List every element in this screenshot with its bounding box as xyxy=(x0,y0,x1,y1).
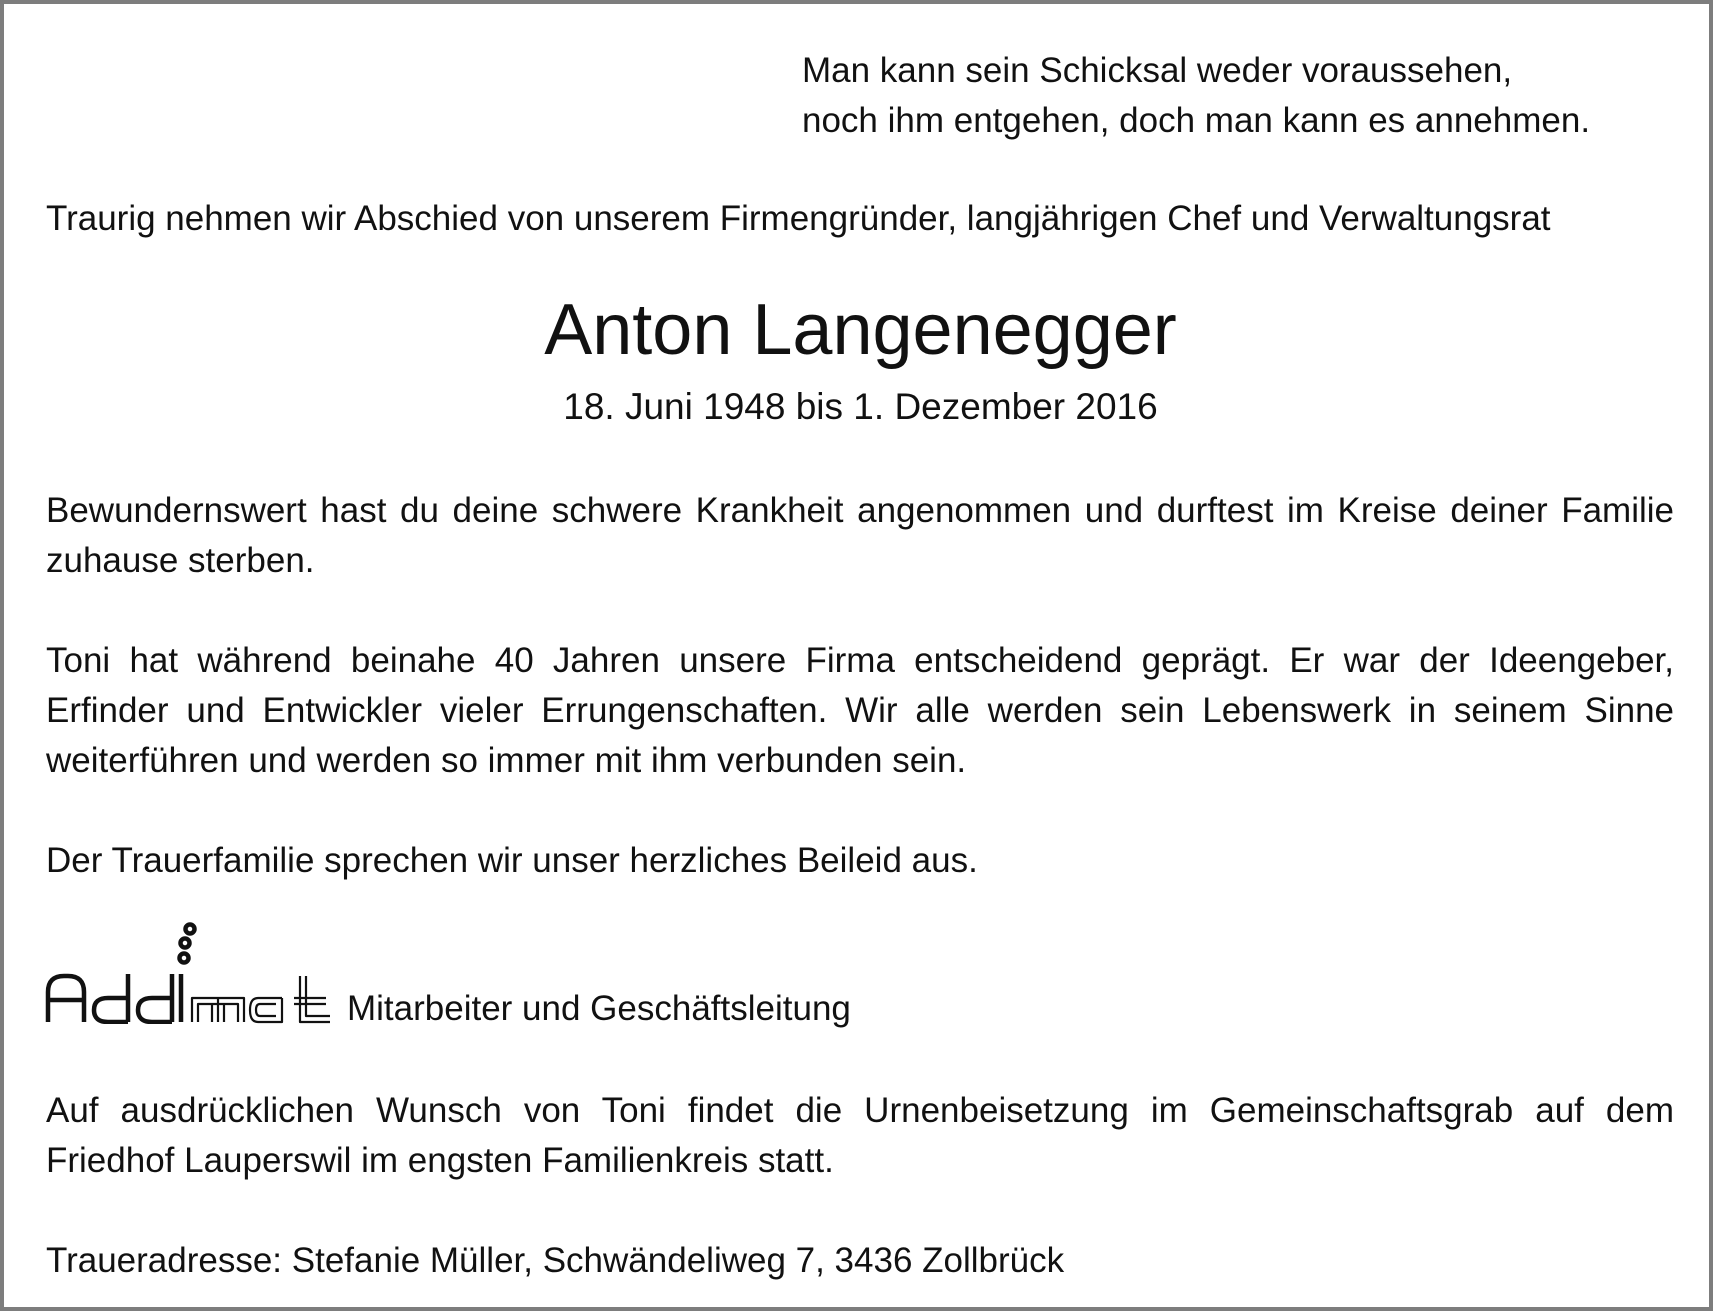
intro-text: Traurig nehmen wir Abschied von unserem Firmengründer, langjährigen Chef und Verwaltungsrat xyxy=(46,199,1551,238)
epigraph-quote xyxy=(802,46,1682,146)
condolence-paragraph: Der Trauerfamilie sprechen wir unser herzliches Beileid aus. xyxy=(46,841,978,880)
addimat-logo xyxy=(44,914,332,1024)
quote-line-1: Man kann sein Schicksal weder voraussehen, xyxy=(802,51,1513,90)
illness-paragraph: Bewundernswert hast du deine schwere Krankheit angenommen und durftest im Kreise deiner Familie zuhause sterben. xyxy=(46,491,1674,580)
deceased-name: Anton Langenegger xyxy=(544,290,1177,370)
legacy-paragraph: Toni hat während beinahe 40 Jahren unsere Firma entscheidend geprägt. Er war der Ideengeber, Erfinder und Entwickler vieler Errungenschaften. Wir alle werden sein Lebenswerk in seinem Sinne weiterführen und werden so immer mit ihm verbunden sein. xyxy=(46,641,1674,780)
burial-paragraph: Auf ausdrücklichen Wunsch von Toni findet die Urnenbeisetzung im Gemeinschaftsgrab auf dem Friedhof Lauperswil im engsten Familienkreis statt. xyxy=(46,1091,1674,1180)
address-paragraph: Traueradresse: Stefanie Müller, Schwändeliweg 7, 3436 Zollbrück xyxy=(46,1241,1065,1280)
life-dates: 18. Juni 1948 bis 1. Dezember 2016 xyxy=(563,386,1158,427)
signature-text: Mitarbeiter und Geschäftsleitung xyxy=(347,989,851,1028)
quote-line-2: noch ihm entgehen, doch man kann es annehmen. xyxy=(802,101,1591,140)
